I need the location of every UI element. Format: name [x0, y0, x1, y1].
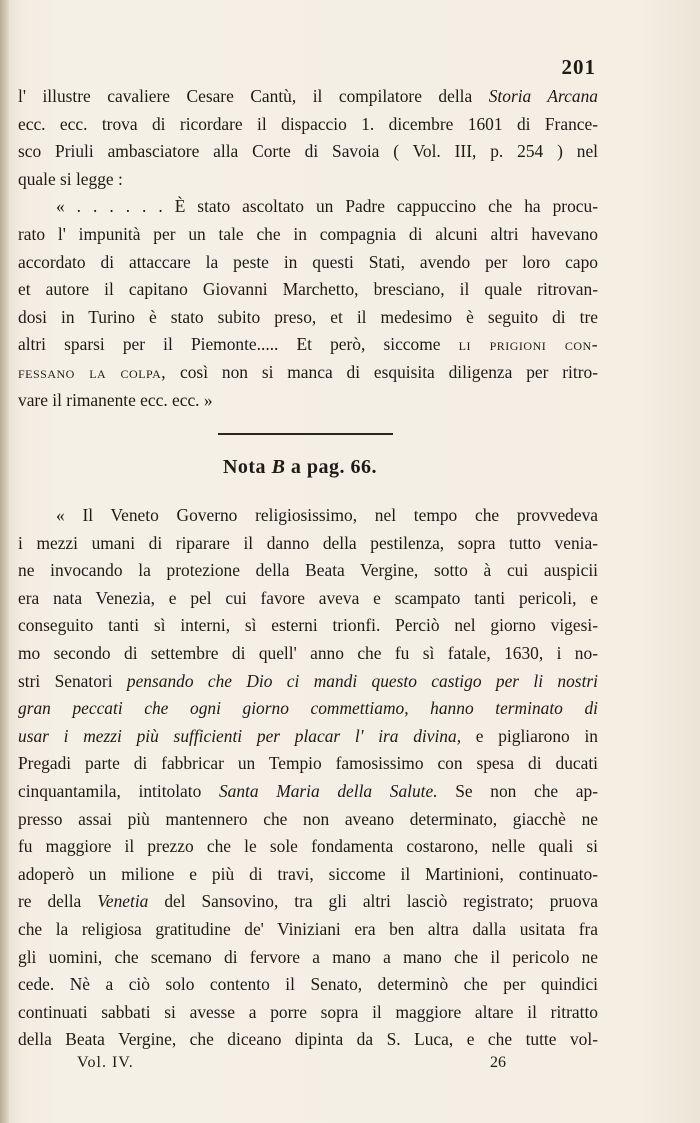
text-line: l' illustre cavaliere Cesare Cantù, il compilatore della Storia Arcana	[18, 86, 598, 106]
text-line: conseguito tanti sì interni, sì esterni trionfi. Perciò nel giorno vigesi-	[18, 615, 598, 636]
signature-mark: 26	[490, 1054, 506, 1071]
text-line: usar i mezzi più sufficienti per placar l' ira divina, e pigliarono in	[18, 725, 598, 746]
text-line: stri Senatori pensando che Dio ci mandi questo castigo per li nostri	[18, 670, 598, 691]
volume-label: Vol. IV.	[77, 1054, 134, 1071]
text-line: dosi in Turino è stato subito preso, et il medesimo è seguito di tre	[18, 306, 598, 327]
text-line: mo secondo di settembre di quell' anno che fu sì fatale, 1630, i no-	[18, 642, 598, 663]
text-line: cinquantamila, intitolato Santa Maria della Salute. Se non che ap-	[18, 780, 598, 801]
text-line: fessano la colpa, così non si manca di esquisita diligenza per ritro-	[18, 361, 598, 382]
text-line: ecc. ecc. trova di ricordare il dispaccio 1. dicembre 1601 di France-	[18, 113, 598, 134]
text-line: gran peccati che ogni giorno commettiamo, hanno terminato di	[18, 698, 598, 719]
text-line: era nata Venezia, e pel cui favore aveva e scampato tanti pericoli, e	[18, 587, 598, 608]
text-line: cede. Nè a ciò solo contento il Senato, determinò che per quindici	[18, 974, 598, 995]
text-line: « Il Veneto Governo religiosissimo, nel tempo che provvedeva	[56, 505, 598, 525]
text-line: continuati sabbati si avesse a porre sopra il maggiore altare il ritratto	[18, 1001, 598, 1022]
text-line: « . . . . . . È stato ascoltato un Padre cappuccino che ha procu-	[56, 196, 598, 217]
text-line: rato l' impunità per un tale che in compagnia di alcuni altri havevano	[18, 223, 598, 244]
text-line: adoperò un milione e più di travi, siccome il Martinioni, continuato-	[18, 863, 598, 884]
text-line: altri sparsi per il Piemonte..... Et però, siccome li prigioni con-	[18, 334, 598, 355]
text-line: accordato di attaccare la peste in questi Stati, avendo per loro capo	[18, 251, 598, 272]
text-line: vare il rimanente ecc. ecc. »	[18, 389, 213, 410]
text-line: Pregadi parte di fabbricar un Tempio famosissimo con spesa di ducati	[18, 753, 598, 774]
text-line: et autore il capitano Giovanni Marchetto, bresciano, il quale ritrovan-	[18, 279, 598, 300]
intro-paragraph	[18, 83, 598, 193]
text-line: gli uomini, che scemano di fervore a mano a mano che il pericolo ne	[18, 946, 598, 967]
note-text-block	[18, 502, 598, 1054]
italic-quote: pensando che Dio ci mandi questo castigo per li nostri	[126, 670, 598, 691]
italic-quote: usar i mezzi più sufficienti per placar l' ira divina,	[18, 725, 462, 746]
quote-paragraph	[18, 193, 598, 414]
small-caps-text: fessano la colpa,	[18, 361, 167, 382]
italic-title: Storia Arcana	[488, 86, 598, 106]
section-divider	[218, 433, 393, 435]
text-line: sco Priuli ambasciatore alla Corte di Savoia ( Vol. III, p. 254 ) nel	[18, 141, 598, 162]
text-line: che la religiosa gratitudine de' Viniziani era ben altra dalla usitata fra	[18, 918, 598, 939]
italic-title: Venetia	[97, 891, 149, 912]
page-number: 201	[561, 55, 596, 79]
text-line: i mezzi umani di riparare il danno della pestilenza, sopra tutto venia-	[18, 532, 598, 553]
small-caps-text: li prigioni con-	[458, 334, 598, 355]
text-line: quale si legge :	[18, 168, 123, 189]
note-paragraph	[18, 502, 598, 1054]
page-spine-shadow	[0, 0, 9, 1123]
text-line: fu maggiore il prezzo che le sole fondamenta costarono, nelle quali si	[18, 836, 598, 857]
text-line: della Beata Vergine, che diceano dipinta da S. Luca, e che tutte vol-	[18, 1029, 598, 1050]
italic-title: Santa Maria della Salute.	[218, 780, 438, 801]
text-line: ne invocando la protezione della Beata Vergine, sotto à cui auspicii	[18, 560, 598, 581]
text-line: re della Venetia del Sansovino, tra gli altri lasciò registrato; pruova	[18, 891, 598, 912]
text-line: presso assai più mantennero che non aveano determinato, giacchè ne	[18, 808, 598, 829]
top-text-block	[18, 83, 598, 414]
note-heading: Nota B a pag. 66.	[222, 456, 378, 478]
